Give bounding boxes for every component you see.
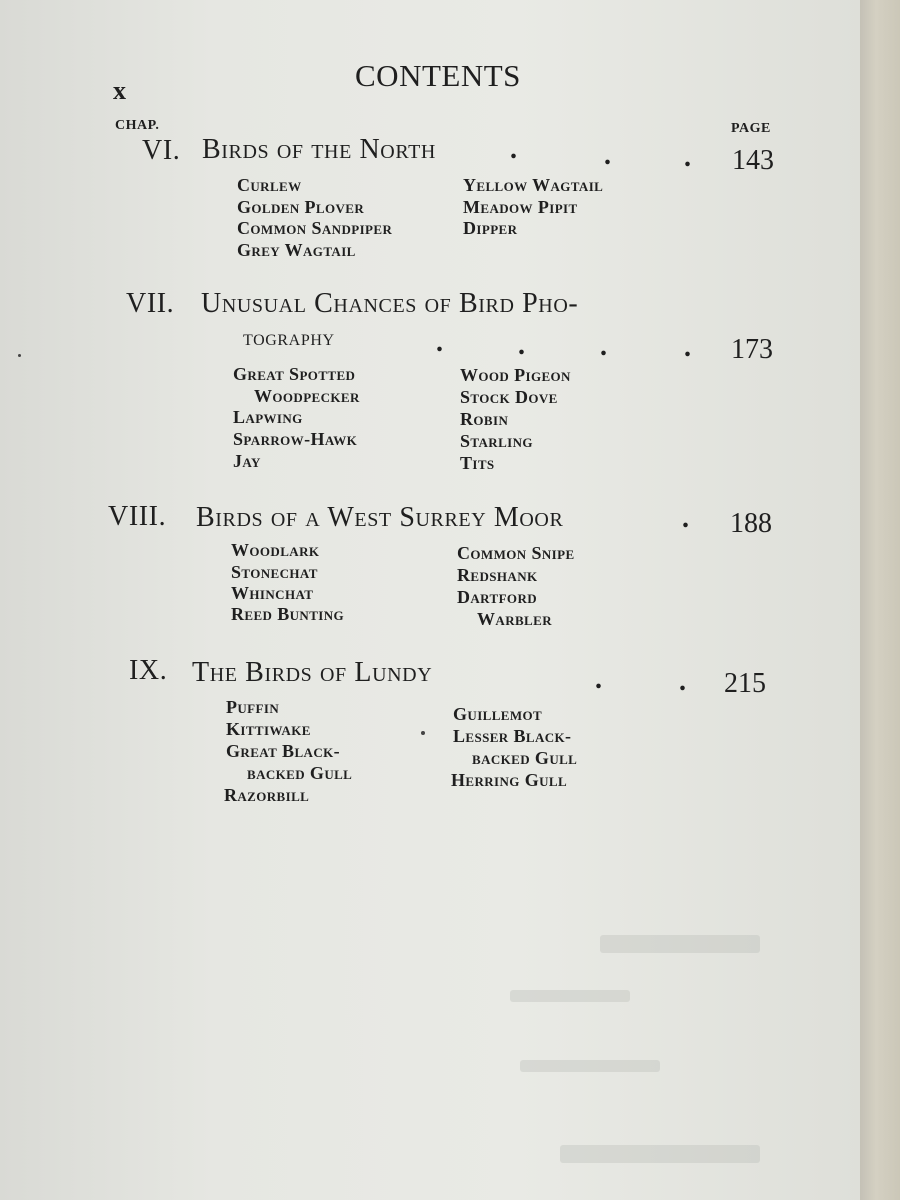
chapter-page-number: 188 bbox=[730, 508, 772, 539]
leader-dot: . bbox=[510, 134, 517, 165]
chapter-title: Unusual Chances of Bird Pho- bbox=[201, 288, 579, 319]
leader-dot: . bbox=[595, 664, 602, 695]
leader-dot: . bbox=[679, 666, 686, 697]
chapter-numeral: IX. bbox=[129, 655, 168, 686]
chapter-title: Birds of the North bbox=[202, 134, 436, 165]
list-item: Robin bbox=[460, 409, 509, 429]
list-item: Golden Plover bbox=[237, 197, 365, 217]
leader-dot: . bbox=[436, 327, 443, 358]
list-item: Lesser Black- bbox=[453, 726, 572, 746]
list-item: Razorbill bbox=[224, 785, 310, 805]
leader-dot: . bbox=[600, 331, 607, 362]
chapter-page-number: 143 bbox=[732, 145, 774, 176]
list-item: Redshank bbox=[457, 565, 538, 585]
list-item: Starling bbox=[460, 431, 533, 451]
leader-dot: . bbox=[684, 142, 691, 173]
list-item: Jay bbox=[233, 451, 261, 471]
chapter-title: The Birds of Lundy bbox=[192, 657, 433, 688]
chapter-page-number: 173 bbox=[731, 334, 773, 365]
list-item: Puffin bbox=[226, 697, 280, 717]
list-item: Great Black- bbox=[226, 741, 341, 761]
list-item: Kittiwake bbox=[226, 719, 311, 739]
page-edge bbox=[860, 0, 900, 1200]
list-item: Woodpecker bbox=[254, 386, 360, 406]
list-item: backed Gull bbox=[472, 748, 578, 768]
list-item: Stonechat bbox=[231, 562, 318, 582]
list-item: Warbler bbox=[477, 609, 552, 629]
chap-column-header: CHAP. bbox=[115, 118, 160, 133]
page-column-header: PAGE bbox=[731, 121, 771, 136]
chapter-numeral: VII. bbox=[126, 288, 175, 319]
list-item: Woodlark bbox=[231, 540, 320, 560]
list-item: Guillemot bbox=[453, 704, 543, 724]
leader-dot: . bbox=[604, 140, 611, 171]
list-item: Common Sandpiper bbox=[237, 218, 393, 238]
ink-speck bbox=[421, 731, 425, 735]
list-item: Dartford bbox=[457, 587, 538, 607]
chapter-numeral: VIII. bbox=[108, 501, 167, 532]
list-item: Great Spotted bbox=[233, 364, 356, 384]
chapter-title-continued: tography bbox=[243, 325, 335, 350]
list-item: Tits bbox=[460, 453, 495, 473]
ink-speck bbox=[18, 354, 21, 357]
list-item: Sparrow-Hawk bbox=[233, 429, 358, 449]
chapter-page-number: 215 bbox=[724, 668, 766, 699]
list-item: Herring Gull bbox=[451, 770, 568, 790]
leader-dot: . bbox=[684, 332, 691, 363]
leader-dot: . bbox=[518, 330, 525, 361]
page-number-roman: x bbox=[113, 76, 126, 105]
page-title: CONTENTS bbox=[355, 58, 521, 93]
list-item: Whinchat bbox=[231, 583, 314, 603]
list-item: Meadow Pipit bbox=[463, 197, 578, 217]
list-item: Yellow Wagtail bbox=[463, 175, 604, 195]
list-item: Common Snipe bbox=[457, 543, 575, 563]
list-item: backed Gull bbox=[247, 763, 353, 783]
list-item: Wood Pigeon bbox=[460, 365, 571, 385]
list-item: Lapwing bbox=[233, 407, 303, 427]
list-item: Stock Dove bbox=[460, 387, 558, 407]
list-item: Grey Wagtail bbox=[237, 240, 356, 260]
list-item: Curlew bbox=[237, 175, 302, 195]
chapter-title: Birds of a West Surrey Moor bbox=[196, 502, 564, 533]
chapter-numeral: VI. bbox=[142, 135, 181, 166]
list-item: Dipper bbox=[463, 218, 518, 238]
list-item: Reed Bunting bbox=[231, 604, 345, 624]
leader-dot: . bbox=[682, 503, 689, 534]
